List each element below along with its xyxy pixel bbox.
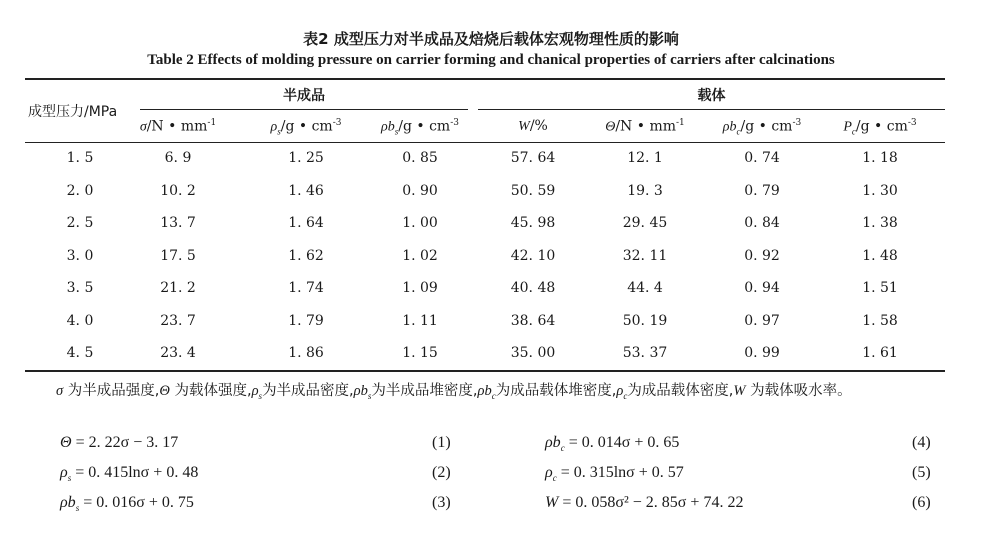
table-cell: 1. 79 — [288, 312, 324, 329]
table-cell: 40. 48 — [510, 280, 556, 296]
row-pressure-cell: 4. 0 — [66, 312, 94, 329]
table-cell: 0. 85 — [402, 150, 438, 166]
table-cell: 32. 11 — [622, 247, 668, 264]
table-cell: 21. 2 — [160, 280, 196, 296]
table-cell: 1. 15 — [402, 345, 438, 361]
table-cell: 42. 10 — [510, 247, 556, 264]
table-cell: 0. 74 — [744, 150, 780, 166]
table-cell: 1. 46 — [288, 182, 324, 199]
equation: $\rho b_s = 0$. 016σ + 0. 75 — [60, 494, 194, 514]
equation-number: (3) — [432, 494, 451, 511]
table-cell: 17. 5 — [160, 247, 196, 264]
row-pressure-cell: 3. 5 — [66, 280, 94, 296]
table-cell: 50. 59 — [510, 182, 556, 199]
row-pressure-cell: 4. 5 — [66, 345, 94, 361]
table-bottom-rule — [25, 370, 945, 372]
table-cell: 1. 25 — [288, 150, 324, 166]
table-cell: 1. 11 — [402, 312, 438, 329]
equation-number: (1) — [432, 434, 451, 451]
table-caption-en: Table 2 Effects of molding pressure on carrier forming and chanical properties of carriers after calcinations — [147, 52, 835, 68]
table-cell: 0. 99 — [744, 345, 780, 361]
table-cell: 1. 51 — [862, 280, 898, 296]
table-cell: 1. 48 — [862, 247, 898, 264]
equation-number: (4) — [912, 434, 931, 451]
header-bottom-rule — [25, 142, 945, 143]
table-cell: 13. 7 — [160, 215, 196, 231]
carrier-group-rule — [478, 109, 945, 110]
equation: $\rho_c = 0$. 315lnσ + 0. 57 — [545, 464, 684, 484]
table-note: σ 为半成品强度,Θ 为载体强度$,\rho_s$为半成品密度$,\rho b_s$为半成品堆密度$,\rho b_c$为成品载体堆密度$,\rho_c$为成品载体密度,W 为载体吸水率。 — [56, 383, 852, 401]
equation-number: (2) — [432, 464, 451, 481]
table-top-rule — [25, 78, 945, 80]
table-cell: 0. 92 — [744, 247, 780, 264]
column-header: $\rho b_c/g$ • $cm^{-3}$ — [722, 118, 802, 137]
table-cell: 44. 4 — [627, 280, 663, 296]
column-header: Θ/N • $mm^{-1}$ — [605, 118, 685, 135]
table-cell: 1. 74 — [288, 280, 324, 296]
table-cell: 1. 18 — [862, 150, 898, 166]
table-cell: 6. 9 — [164, 150, 192, 166]
equation: Θ = 2. 22σ − 3. 17 — [60, 434, 179, 451]
table-cell: 38. 64 — [510, 312, 556, 329]
table-cell: 0. 90 — [402, 182, 438, 199]
table-cell: 1. 30 — [862, 182, 898, 199]
equation: W = 0. 058σ² − 2. 85σ + 74. 22 — [545, 494, 744, 511]
column-header: $P_c/g$ • $cm^{-3}$ — [843, 118, 917, 137]
table-cell: 1. 02 — [402, 247, 438, 264]
semi-group-rule — [140, 109, 468, 110]
group-header-carrier: 载体 — [697, 88, 726, 104]
table-cell: 53. 37 — [622, 345, 668, 361]
table-cell: 1. 58 — [862, 312, 898, 329]
equation: $\rho_s = 0$. 415lnσ + 0. 48 — [60, 464, 199, 484]
table-cell: 1. 86 — [288, 345, 324, 361]
column-header: W/% — [518, 118, 548, 134]
column-header: $\rho b_s/g$ • $cm^{-3}$ — [381, 118, 459, 137]
table-cell: 23. 4 — [160, 345, 196, 361]
table-cell: 1. 64 — [288, 215, 324, 231]
table-cell: 0. 97 — [744, 312, 780, 329]
table-cell: 50. 19 — [622, 312, 668, 329]
table-cell: 19. 3 — [627, 182, 663, 199]
group-header-semi: 半成品 — [283, 88, 325, 104]
table-cell: 45. 98 — [510, 215, 556, 231]
row-pressure-cell: 3. 0 — [66, 247, 94, 264]
table-cell: 1. 00 — [402, 215, 438, 231]
row-pressure-cell: 2. 0 — [66, 182, 94, 199]
table-cell: 1. 09 — [402, 280, 438, 296]
table-cell: 23. 7 — [160, 312, 196, 329]
column-header: $\rho_s/g$ • $cm^{-3}$ — [270, 118, 342, 137]
row-pressure-cell: 1. 5 — [66, 150, 94, 166]
table-cell: 29. 45 — [622, 215, 668, 231]
equation: $\rho b_c = 0$. 014σ + 0. 65 — [545, 434, 680, 454]
table-cell: 12. 1 — [627, 150, 663, 166]
table-cell: 35. 00 — [510, 345, 556, 361]
table-cell: 0. 84 — [744, 215, 780, 231]
table-cell: 0. 79 — [744, 182, 780, 199]
table-cell: 1. 61 — [862, 345, 898, 361]
table-cell: 57. 64 — [510, 150, 556, 166]
table-cell: 10. 2 — [160, 182, 196, 199]
row-header: 成型压力/MPa — [28, 104, 118, 120]
table-cell: 1. 38 — [862, 215, 898, 231]
column-header: σ/N • $mm^{-1}$ — [139, 118, 217, 135]
table-cell: 1. 62 — [288, 247, 324, 264]
table-caption-cn: 表2 成型压力对半成品及焙烧后载体宏观物理性质的影响 — [303, 30, 679, 48]
equation-number: (6) — [912, 494, 931, 511]
equation-number: (5) — [912, 464, 931, 481]
table-cell: 0. 94 — [744, 280, 780, 296]
row-pressure-cell: 2. 5 — [66, 215, 94, 231]
